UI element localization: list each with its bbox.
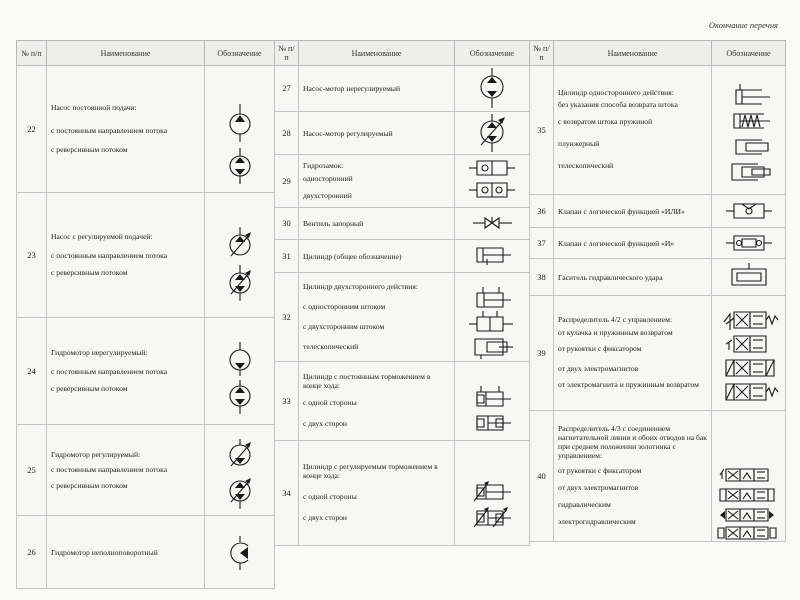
item-title: Гидромотор нерегулируемый:: [51, 348, 148, 357]
row-name: [47, 318, 205, 425]
table-header: [275, 41, 530, 66]
item-sub: с возвратом штока пружиной: [558, 117, 653, 126]
row-symbol: [712, 66, 786, 195]
row-symbol: [205, 66, 275, 193]
header-name: Наименование: [554, 41, 712, 66]
item-title: Распределитель 4/2 с управлением:: [558, 315, 672, 324]
valve-4-2-solenoid-spring-icon: [726, 384, 778, 400]
pump-reversible-icon: [230, 148, 250, 184]
table-header: [17, 41, 275, 66]
header-name: Наименование: [47, 41, 205, 66]
item-title: Цилиндр с регулируемым торможением в конце хода:: [303, 462, 438, 480]
item-title: Цилиндр одностороннего действия:: [558, 88, 674, 97]
valve-4-3-hydraulic-icon: [720, 509, 774, 521]
table-row: [17, 193, 275, 318]
table-row: [275, 155, 530, 208]
row-num: 29: [275, 155, 299, 208]
pump-one-way-icon: [230, 104, 250, 142]
table-row: [275, 362, 530, 441]
symbols-table-col1: [16, 40, 275, 589]
row-name: [299, 66, 455, 112]
table-row: [530, 66, 786, 195]
row-symbol: [455, 208, 530, 240]
valve-4-3-electrohydraulic-icon: [718, 527, 776, 539]
item-title: Насос с регулируемой подачей:: [51, 232, 153, 241]
cylinder-adjustable-cushion-two-sides-icon: [474, 507, 511, 527]
row-name: [554, 259, 712, 296]
row-name: [554, 195, 712, 228]
header-symbol: Обозначение: [712, 41, 786, 66]
row-num: 25: [17, 425, 47, 516]
single-acting-cylinder-icon: [736, 84, 770, 104]
item-sub: с одной стороны: [303, 492, 357, 501]
symbols-table-col2: [274, 40, 530, 546]
table-row: [17, 425, 275, 516]
table-row: [275, 441, 530, 546]
row-num: 33: [275, 362, 299, 441]
variable-pump-one-way-icon: [230, 227, 251, 256]
item-sub: от двух электромагнитов: [558, 483, 639, 492]
row-num: 28: [275, 112, 299, 155]
item-sub: односторонний: [303, 173, 353, 183]
row-symbol: [455, 112, 530, 155]
header-num: № п/п: [17, 41, 47, 66]
pump-motor-icon: [481, 68, 503, 108]
item-title: Насос-мотор нерегулируемый: [303, 84, 401, 93]
cylinder-telescopic-icon: [475, 339, 513, 359]
row-symbol: [455, 240, 530, 273]
item-title: Гидрозамок:: [303, 160, 344, 170]
row-symbol: [455, 273, 530, 362]
row-num: 22: [17, 66, 47, 193]
or-valve-icon: [726, 204, 772, 218]
hydraulic-motor-reversible-icon: [230, 380, 250, 414]
cylinder-fixed-cushion-one-side-icon: [477, 386, 511, 406]
item-sub: с постоянным направлением потока: [51, 126, 168, 135]
cylinder-double-rod-icon: [469, 311, 513, 331]
variable-pump-motor-icon: [481, 114, 505, 152]
cylinder-single-rod-icon: [477, 287, 511, 307]
row-symbol: [455, 362, 530, 441]
row-symbol: [455, 441, 530, 546]
table-row: [17, 66, 275, 193]
row-num: 40: [530, 411, 554, 542]
row-name: [299, 362, 455, 441]
row-name: [554, 66, 712, 195]
row-name: [554, 228, 712, 259]
table-row: [275, 273, 530, 362]
row-name: [299, 112, 455, 155]
item-sub: гидравлическим: [558, 500, 611, 509]
check-lock-two-way-icon: [469, 183, 515, 197]
row-num: 32: [275, 273, 299, 362]
row-name: [299, 441, 455, 546]
item-sub: с реверсивным потоком: [51, 384, 128, 393]
row-symbol: [712, 195, 786, 228]
item-sub: от кулачка и пружинным возвратом: [558, 328, 673, 337]
item-sub: от двух электромагнитов: [558, 364, 639, 373]
cylinder-general-icon: [477, 248, 511, 265]
table-row: [17, 516, 275, 589]
row-num: 23: [17, 193, 47, 318]
item-sub: с постоянным направлением потока: [51, 367, 168, 376]
item-title: Цилиндр с постоянным торможением в конце хода:: [303, 372, 431, 390]
row-num: 35: [530, 66, 554, 195]
row-name: [299, 240, 455, 273]
item-sub: двухсторонний: [303, 190, 352, 200]
item-sub: с двух сторон: [303, 513, 347, 522]
row-symbol: [712, 228, 786, 259]
cylinder-fixed-cushion-two-sides-icon: [477, 416, 511, 430]
telescopic-single-acting-cylinder-icon: [732, 164, 770, 180]
cylinder-adjustable-cushion-one-side-icon: [474, 481, 511, 501]
header-symbol: Обозначение: [455, 41, 530, 66]
valve-4-2-cam-spring-icon: [724, 312, 778, 330]
row-num: 26: [17, 516, 47, 589]
header-num: № п/п: [275, 41, 299, 66]
item-sub: с постоянным направлением потока: [51, 251, 168, 260]
header-name: Наименование: [299, 41, 455, 66]
item-title: Клапан с логической функцией «И»: [558, 238, 675, 248]
valve-4-3-two-solenoids-icon: [720, 489, 774, 501]
hydraulic-motor-one-way-icon: [230, 342, 250, 376]
item-sub: с двухсторонним штоком: [303, 321, 385, 331]
row-name: [47, 66, 205, 193]
item-sub: от рукоятки с фиксатором: [558, 466, 642, 475]
water-hammer-damper-icon: [732, 263, 766, 285]
item-sub: телескопический: [558, 161, 614, 170]
table-row: [17, 318, 275, 425]
item-sub: с односторонним штоком: [303, 301, 386, 311]
and-valve-icon: [726, 236, 772, 250]
continued-label: Окончание перечня: [708, 20, 778, 30]
item-sub: телескопический: [303, 341, 359, 351]
row-num: 38: [530, 259, 554, 296]
table-row: [530, 259, 786, 296]
row-symbol: [712, 296, 786, 411]
valve-4-2-two-solenoids-icon: [726, 360, 774, 376]
item-title: Гаситель гидравлического удара: [558, 272, 663, 282]
item-sub: от рукоятки с фиксатором: [558, 344, 642, 353]
variable-motor-reversible-icon: [230, 478, 251, 509]
table-row: [530, 411, 786, 542]
table-row: [530, 195, 786, 228]
item-title: Цилиндр двухстороннего действия:: [303, 281, 418, 291]
row-num: 34: [275, 441, 299, 546]
row-name: [299, 208, 455, 240]
valve-4-3-lever-detent-icon: [720, 469, 768, 481]
item-sub: плунжерный: [558, 139, 600, 148]
table-row: [275, 208, 530, 240]
variable-motor-one-way-icon: [230, 439, 251, 466]
row-symbol: [205, 318, 275, 425]
table-header: [530, 41, 786, 66]
row-name: [554, 296, 712, 411]
valve-4-2-lever-detent-icon: [726, 336, 766, 352]
table-row: [275, 112, 530, 155]
row-num: 37: [530, 228, 554, 259]
row-num: 30: [275, 208, 299, 240]
item-sub: с двух сторон: [303, 419, 347, 428]
item-title: Насос-мотор регулируемый: [303, 128, 393, 138]
item-sub: электрогидравлическим: [558, 517, 636, 526]
header-symbol: Обозначение: [205, 41, 275, 66]
item-title: Клапан с логической функцией «ИЛИ»: [558, 206, 685, 216]
item-title: Распределитель 4/3 с соединением нагнетательной линии и обоих отводов на бак при среднем положении золотника с управлением:: [558, 424, 707, 460]
row-symbol: [455, 66, 530, 112]
item-sub: с одной стороны: [303, 398, 357, 407]
row-name: [47, 425, 205, 516]
item-sub: с реверсивным потоком: [51, 480, 128, 490]
item-sub: от электромагнита и пружинным возвратом: [558, 380, 699, 389]
item-sub: с реверсивным потоком: [51, 145, 128, 154]
row-symbol: [712, 411, 786, 542]
row-name: [554, 411, 712, 542]
table-row: [275, 66, 530, 112]
semi-rotary-motor-icon: [231, 536, 248, 570]
item-sub: с реверсивным потоком: [51, 268, 128, 277]
row-symbol: [205, 516, 275, 589]
plunger-cylinder-icon: [736, 140, 768, 154]
item-title: Цилиндр (общее обозначение): [303, 251, 402, 261]
item-title: Гидромотор регулируемый:: [51, 449, 141, 459]
row-num: 39: [530, 296, 554, 411]
header-num: № п/п: [530, 41, 554, 66]
row-name: [299, 155, 455, 208]
shutoff-valve-icon: [473, 217, 512, 228]
item-title: Гидромотор неполноповоротный: [51, 547, 158, 557]
row-name: [47, 516, 205, 589]
row-num: 36: [530, 195, 554, 228]
item-sub: с постоянным направлением потока: [51, 464, 168, 474]
row-symbol: [205, 193, 275, 318]
table-row: [275, 240, 530, 273]
table-row: [530, 228, 786, 259]
table-row: [530, 296, 786, 411]
row-num: 31: [275, 240, 299, 273]
variable-pump-reversible-icon: [230, 265, 251, 301]
item-title: Насос постоянной подачи:: [51, 103, 137, 112]
row-name: [299, 273, 455, 362]
row-name: [47, 193, 205, 318]
row-symbol: [455, 155, 530, 208]
row-symbol: [205, 425, 275, 516]
row-symbol: [712, 259, 786, 296]
row-num: 24: [17, 318, 47, 425]
item-sub: без указания способа возврата штока: [558, 100, 678, 109]
item-title: Вентиль запорный: [303, 219, 364, 228]
row-num: 27: [275, 66, 299, 112]
check-lock-one-way-icon: [469, 161, 515, 175]
symbols-table-col3: [529, 40, 786, 542]
spring-return-cylinder-icon: [734, 114, 770, 128]
